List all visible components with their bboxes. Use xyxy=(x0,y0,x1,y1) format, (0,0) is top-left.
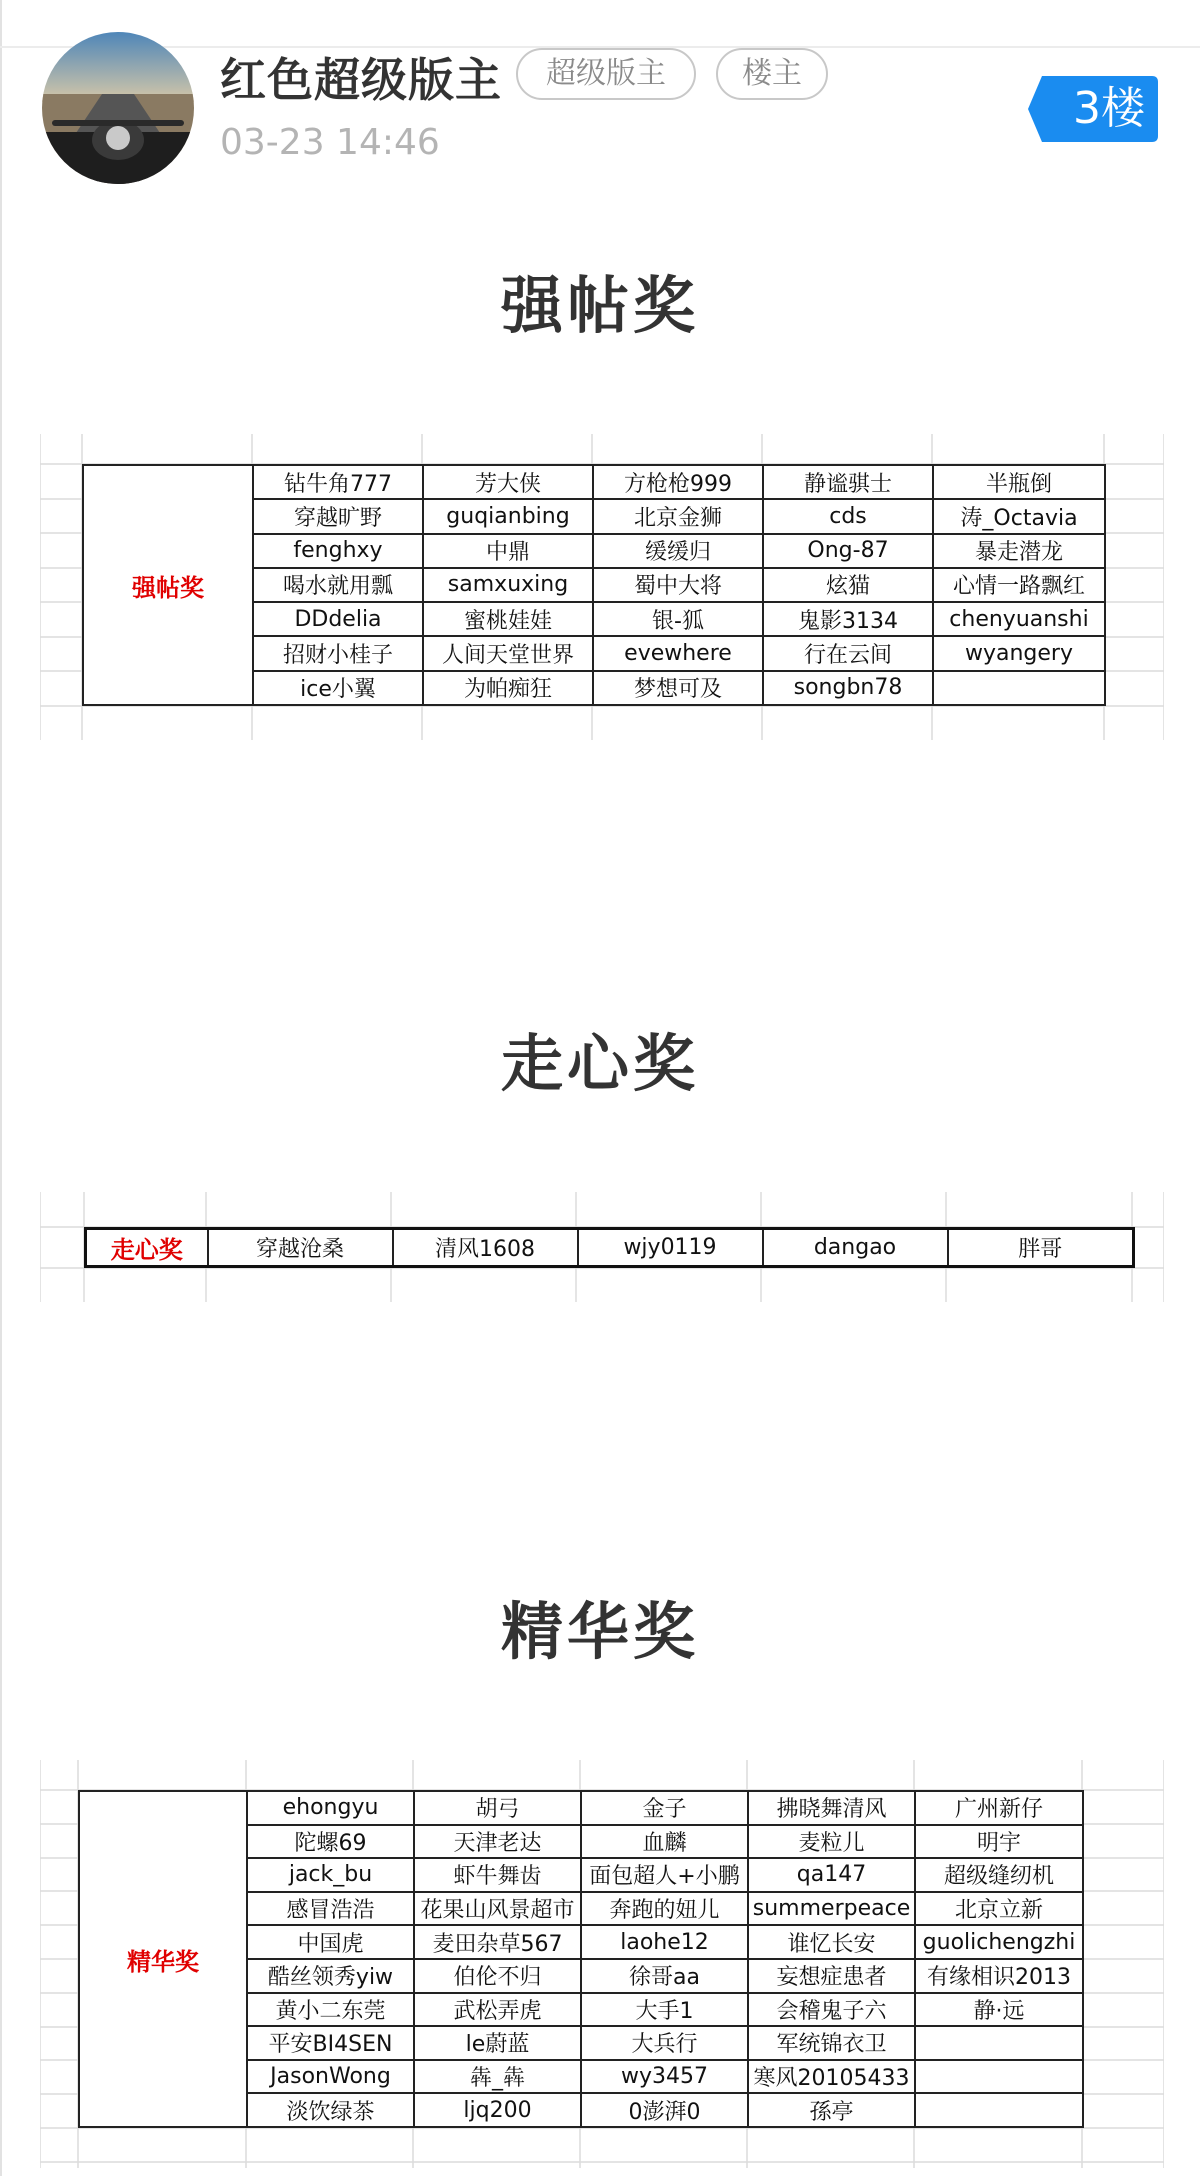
winner-cell: 招财小桂子 xyxy=(253,636,423,670)
winner-cell: 天津老达 xyxy=(414,1825,581,1859)
winner-cell: dangao xyxy=(763,1229,948,1267)
winner-cell: wjy0119 xyxy=(578,1229,763,1267)
winner-cell: 涛_Octavia xyxy=(933,499,1105,533)
winner-cell: 酷丝领秀yiw xyxy=(247,1959,414,1993)
winner-cell: 血麟 xyxy=(581,1825,748,1859)
winner-cell: laohe12 xyxy=(581,1925,748,1959)
award-name-cell: 强帖奖 xyxy=(83,465,253,705)
winner-cell: samxuxing xyxy=(423,568,593,602)
winner-cell: 大手1 xyxy=(581,1993,748,2027)
winner-cell: 钻牛角777 xyxy=(253,465,423,499)
strong-post-award-sheet xyxy=(40,434,1164,740)
avatar-motorcycle-image xyxy=(42,32,194,184)
winner-cell: 明宇 xyxy=(915,1825,1083,1859)
winner-cell: 半瓶倒 xyxy=(933,465,1105,499)
winner-cell: 伯伦不归 xyxy=(414,1959,581,1993)
winner-cell: 中国虎 xyxy=(247,1925,414,1959)
winner-cell: 麦粒儿 xyxy=(748,1825,915,1859)
section-title-heartfelt: 走心奖 xyxy=(500,1027,699,1100)
winner-cell: 陀螺69 xyxy=(247,1825,414,1859)
winner-cell: 面包超人+小鹏 xyxy=(581,1858,748,1892)
winner-cell: 有缘相识2013 xyxy=(915,1959,1083,1993)
winner-cell xyxy=(915,2026,1083,2060)
winner-cell: 胖哥 xyxy=(948,1229,1134,1267)
winner-cell: ice小翼 xyxy=(253,671,423,705)
winner-cell xyxy=(933,671,1105,705)
winner-cell: guolichengzhi xyxy=(915,1925,1083,1959)
winner-cell: evewhere xyxy=(593,636,763,670)
winner-cell: 喝水就用瓢 xyxy=(253,568,423,602)
award-name-cell: 走心奖 xyxy=(86,1229,208,1267)
post-time: 03-23 14:46 xyxy=(220,122,440,163)
winner-cell: Ong-87 xyxy=(763,534,933,568)
winner-cell: 暴走潜龙 xyxy=(933,534,1105,568)
winner-cell: 拂晓舞清风 xyxy=(748,1791,915,1825)
winner-cell: 平安BI4SEN xyxy=(247,2026,414,2060)
winner-cell: cds xyxy=(763,499,933,533)
winner-cell: 方枪枪999 xyxy=(593,465,763,499)
winner-cell: fenghxy xyxy=(253,534,423,568)
heartfelt-award-table xyxy=(84,1227,1135,1268)
winner-cell: 芳大侠 xyxy=(423,465,593,499)
table-row xyxy=(79,1791,1083,1825)
winner-cell: 犇_犇 xyxy=(414,2060,581,2094)
winner-cell: 军统锦衣卫 xyxy=(748,2026,915,2060)
winner-cell: 感冒浩浩 xyxy=(247,1892,414,1926)
winner-cell: 北京立新 xyxy=(915,1892,1083,1926)
winner-cell: 中鼎 xyxy=(423,534,593,568)
winner-cell: ljq200 xyxy=(414,2093,581,2127)
winner-cell: 心情一路飘红 xyxy=(933,568,1105,602)
winner-cell: guqianbing xyxy=(423,499,593,533)
winner-cell: 梦想可及 xyxy=(593,671,763,705)
winner-cell: 武松弄虎 xyxy=(414,1993,581,2027)
table-row xyxy=(83,465,1105,499)
strong-post-award-table xyxy=(82,464,1106,706)
winner-cell: jack_bu xyxy=(247,1858,414,1892)
winner-cell: wyangery xyxy=(933,636,1105,670)
winner-cell: DDdelia xyxy=(253,602,423,636)
winner-cell: 徐哥aa xyxy=(581,1959,748,1993)
winner-cell: 人间天堂世界 xyxy=(423,636,593,670)
essence-award-table xyxy=(78,1790,1084,2128)
winner-cell: ehongyu xyxy=(247,1791,414,1825)
floor-number: 3楼 xyxy=(1073,83,1145,134)
floor-number-tag xyxy=(1028,72,1160,146)
section-title-strong-post: 强帖奖 xyxy=(500,269,699,342)
winner-cell: 麦田杂草567 xyxy=(414,1925,581,1959)
winner-cell: 蜜桃娃娃 xyxy=(423,602,593,636)
winner-cell: 大兵行 xyxy=(581,2026,748,2060)
thread-starter-badge: 楼主 xyxy=(716,48,828,100)
winner-cell: 炫猫 xyxy=(763,568,933,602)
winner-cell: 虾牛舞齿 xyxy=(414,1858,581,1892)
winner-cell: 淡饮绿茶 xyxy=(247,2093,414,2127)
winner-cell: 胡弓 xyxy=(414,1791,581,1825)
winner-cell: 广州新仔 xyxy=(915,1791,1083,1825)
winner-cell: 会稽鬼子六 xyxy=(748,1993,915,2027)
winner-cell: 寒风20105433 xyxy=(748,2060,915,2094)
super-moderator-badge: 超级版主 xyxy=(516,48,696,100)
table-row xyxy=(86,1229,1134,1267)
winner-cell: 缓缓归 xyxy=(593,534,763,568)
winner-cell: 0澎湃0 xyxy=(581,2093,748,2127)
winner-cell: 奔跑的妞儿 xyxy=(581,1892,748,1926)
winner-cell: wy3457 xyxy=(581,2060,748,2094)
avatar[interactable] xyxy=(42,32,194,184)
winner-cell: 鬼影3134 xyxy=(763,602,933,636)
winner-cell: 花果山风景超市 xyxy=(414,1892,581,1926)
winner-cell: 静·远 xyxy=(915,1993,1083,2027)
winner-cell: 黄小二东莞 xyxy=(247,1993,414,2027)
winner-cell: chenyuanshi xyxy=(933,602,1105,636)
winner-cell: 超级缝纫机 xyxy=(915,1858,1083,1892)
winner-cell: 蜀中大将 xyxy=(593,568,763,602)
winner-cell: 静谧骐士 xyxy=(763,465,933,499)
section-title-essence: 精华奖 xyxy=(500,1595,699,1668)
essence-award-sheet xyxy=(40,1760,1164,2168)
winner-cell: 行在云间 xyxy=(763,636,933,670)
winner-cell: 金子 xyxy=(581,1791,748,1825)
winner-cell: 孫亭 xyxy=(748,2093,915,2127)
winner-cell: 穿越旷野 xyxy=(253,499,423,533)
award-name-cell: 精华奖 xyxy=(79,1791,247,2127)
winner-cell: 穿越沧桑 xyxy=(208,1229,393,1267)
winner-cell: 银-狐 xyxy=(593,602,763,636)
heartfelt-award-sheet xyxy=(40,1192,1164,1302)
winner-cell: 谁忆长安 xyxy=(748,1925,915,1959)
winner-cell: 北京金狮 xyxy=(593,499,763,533)
winner-cell: 为帕痴狂 xyxy=(423,671,593,705)
winner-cell: summerpeace xyxy=(748,1892,915,1926)
winner-cell: 清风1608 xyxy=(393,1229,578,1267)
username[interactable]: 红色超级版主 xyxy=(220,53,502,107)
winner-cell xyxy=(915,2093,1083,2127)
winner-cell: le蔚蓝 xyxy=(414,2026,581,2060)
winner-cell: songbn78 xyxy=(763,671,933,705)
winner-cell: JasonWong xyxy=(247,2060,414,2094)
winner-cell: 妄想症患者 xyxy=(748,1959,915,1993)
winner-cell: qa147 xyxy=(748,1858,915,1892)
winner-cell xyxy=(915,2060,1083,2094)
